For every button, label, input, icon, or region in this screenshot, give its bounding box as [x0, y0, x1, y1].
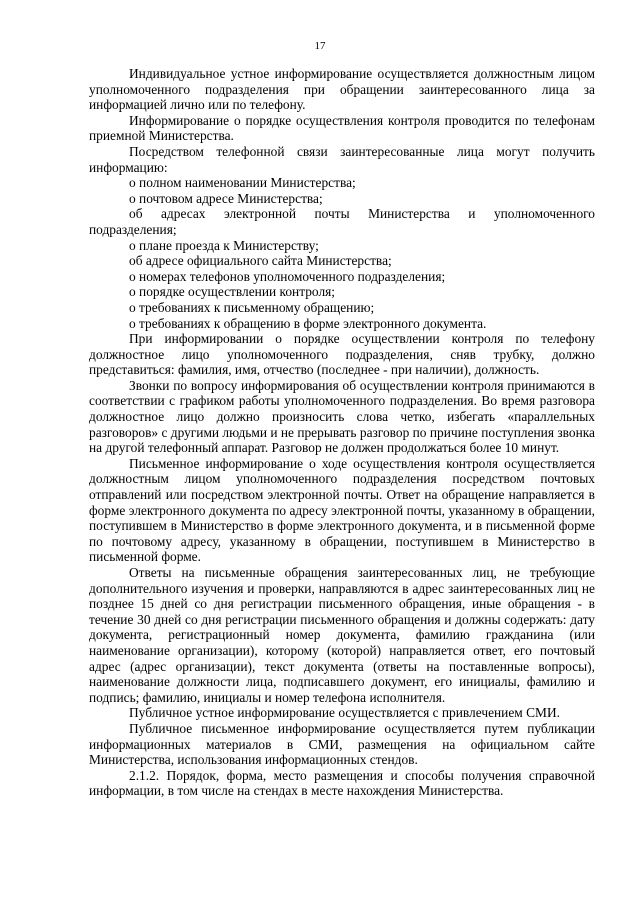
paragraph: Посредством телефонной связи заинтересованные лица могут получить информацию:: [89, 143, 595, 175]
paragraph: Публичное письменное информирование осуществляется путем публикации информационных материалов в СМИ, размещения на официальном сайте Министерства, использования информационных стендов.: [89, 720, 595, 768]
list-item: о почтовом адресе Министерства;: [129, 190, 323, 206]
paragraph: Индивидуальное устное информирование осуществляется должностным лицом уполномоченного подразделения при обращении заинтересованного лица за информацией лично или по телефону.: [89, 66, 595, 113]
paragraph: Письменное информирование о ходе осуществления контроля осуществляется должностным лицом уполномоченного подразделения посредством почтовых отправлений или посредством электронной почты. Ответ на обращение направляется в форме электронного документа по адресу электронной почты, указанному в обращении, поступившем в Министерство в форме электронного документа, и в письменной форме по почтовому адресу, указанному в обращении, поступившем в Министерство в письменной форме.: [89, 455, 595, 565]
document-body: [89, 66, 595, 799]
list-item: о требованиях к письменному обращению;: [129, 299, 375, 315]
paragraph: При информировании о порядке осуществлении контроля по телефону должностное лицо уполномоченного подразделения, сняв трубку, должно представиться: фамилия, имя, отчество (последнее - при наличии), должность.: [89, 331, 595, 378]
paragraph: Информирование о порядке осуществления контроля проводится по телефонам приемной Министерства.: [89, 112, 595, 144]
list-item: о порядке осуществлении контроля;: [129, 284, 336, 300]
list-item: об адресах электронной почты Министерства и уполномоченного подразделения;: [89, 206, 595, 237]
list-item: о плане проезда к Министерству;: [129, 237, 319, 253]
page-number: 17: [314, 40, 326, 52]
list-item: о требованиях к обращению в форме электронного документа.: [129, 315, 487, 331]
list-item: о номерах телефонов уполномоченного подразделения;: [129, 268, 446, 284]
paragraph: Публичное устное информирование осуществляется с привлечением СМИ.: [129, 705, 560, 721]
paragraph: Ответы на письменные обращения заинтересованных лиц, не требующие дополнительного изучения и проверки, направляются в адрес заинтересованных лиц не позднее 15 дней со дня регистрации письменного обращения, иные обращения - в течение 30 дней со дня регистрации письменного обращения и должны содержать: дату документа, регистрационный номер документа, фамилию гражданина (или наименование организации), которому (которой) направляется ответ, его почтовый адрес (адрес организации), текст документа (ответы на поставленные вопросы), наименование должности лица, подписавшего документ, его инициалы, фамилию и подпись; фамилию, инициалы и номер телефона исполнителя.: [89, 565, 595, 705]
list-item: об адресе официального сайта Министерства;: [129, 253, 392, 269]
section-heading: 2.1.2. Порядок, форма, место размещения и способы получения справочной информации, в том числе на стендах в месте нахождения Министерства.: [89, 767, 595, 799]
paragraph: Звонки по вопросу информирования об осуществлении контроля принимаются в соответствии с графиком работы уполномоченного подразделения. Во время разговора должностное лицо должно произносить слова четко, избегать «параллельных разговоров» с другими людьми и не прерывать разговор по причине поступления звонка на другой телефонный аппарат. Разговор не должен продолжаться более 10 минут.: [89, 377, 595, 456]
list-item: о полном наименовании Министерства;: [129, 175, 356, 191]
